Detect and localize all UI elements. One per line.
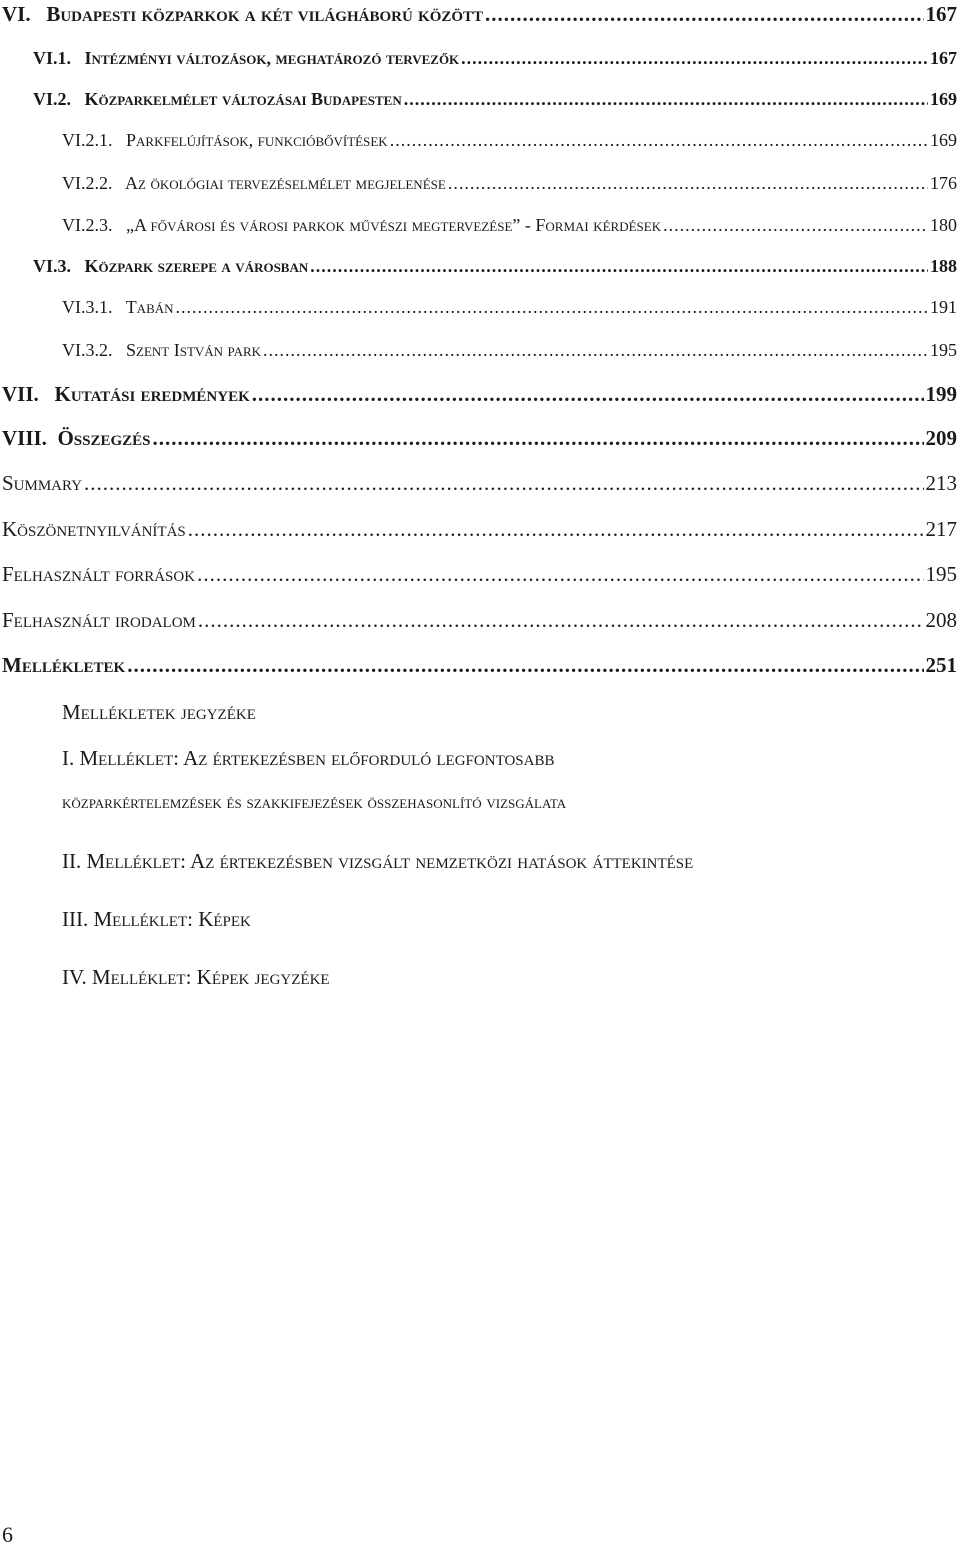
toc-leader-dots xyxy=(485,2,923,27)
toc-entry-title: Intézményi változások, meghatározó tervezők xyxy=(84,48,460,68)
toc-leader-dots xyxy=(663,215,928,236)
toc-leader-dots xyxy=(252,382,924,407)
toc-entry[interactable] xyxy=(33,256,957,277)
toc-entry[interactable] xyxy=(2,562,957,587)
toc-entry[interactable] xyxy=(62,215,957,236)
toc-entry-page: 167 xyxy=(925,2,957,26)
toc-entry-page: 180 xyxy=(930,215,957,235)
toc-entry-page: 195 xyxy=(925,562,957,586)
toc-entry-page: 169 xyxy=(930,89,957,109)
toc-entry[interactable] xyxy=(33,89,957,110)
appendix-entry-continuation: közparkértelemzések és szakkifejezések összehasonlító vizsgálata xyxy=(62,792,567,813)
toc-entry-title: Az ökológiai tervezéselmélet megjelenése xyxy=(125,173,446,193)
toc-entry-page: 213 xyxy=(925,471,957,495)
toc-entry-title: Köszönetnyilvánítás xyxy=(2,517,186,541)
toc-entry-title: Tabán xyxy=(125,297,174,317)
toc-entry-number: VI.2.2. xyxy=(62,173,113,193)
toc-leader-dots xyxy=(461,48,928,69)
appendix-entry: I. Melléklet: Az értekezésben előforduló legfontosabb xyxy=(62,746,555,770)
toc-leader-dots xyxy=(448,173,928,194)
appendix-list-heading: Mellékletek jegyzéke xyxy=(62,700,256,724)
toc-entry-title: Felhasznált irodalom xyxy=(2,608,196,632)
page-number: 6 xyxy=(2,1522,13,1547)
toc-entry-page: 199 xyxy=(925,382,957,406)
toc-entry-title: Felhasznált források xyxy=(2,562,196,586)
appendix-entry: II. Melléklet: Az értekezésben vizsgált nemzetközi hatások áttekintése xyxy=(62,849,694,873)
toc-leader-dots xyxy=(310,256,928,277)
toc-entry-number: VI.2. xyxy=(33,89,72,109)
toc-leader-dots xyxy=(404,89,928,110)
toc-entry-page: 191 xyxy=(930,297,957,317)
toc-entry-title: Budapesti közparkok a két világháború között xyxy=(46,2,484,26)
toc-entry-title: „A fővárosi és városi parkok művészi megtervezése” - Formai kérdések xyxy=(126,215,662,235)
toc-entry[interactable] xyxy=(2,517,957,542)
toc-entry-page: 176 xyxy=(930,173,957,193)
toc-entry[interactable] xyxy=(2,471,957,496)
toc-entry-number: VII. xyxy=(2,382,39,406)
appendix-entry: IV. Melléklet: Képek jegyzéke xyxy=(62,965,330,989)
toc-entry-number: VI. xyxy=(2,2,31,26)
toc-entry-title: Summary xyxy=(2,471,83,495)
toc-entry[interactable] xyxy=(2,2,957,27)
toc-entry-number: VI.2.3. xyxy=(62,215,113,235)
toc-entry-title: Szent István park xyxy=(126,340,262,360)
toc-leader-dots xyxy=(127,653,923,678)
toc-entry-title: Összegzés xyxy=(57,426,151,450)
toc-leader-dots xyxy=(198,608,924,633)
toc-leader-dots xyxy=(390,130,928,151)
toc-entry-page: 167 xyxy=(930,48,957,68)
appendix-entry: III. Melléklet: Képek xyxy=(62,907,251,931)
toc-entry-page: 169 xyxy=(930,130,957,150)
toc-entry[interactable] xyxy=(62,130,957,151)
toc-entry[interactable] xyxy=(62,340,957,361)
toc-entry[interactable] xyxy=(2,608,957,633)
toc-entry-page: 195 xyxy=(930,340,957,360)
toc-entry-title: Kutatási eredmények xyxy=(54,382,250,406)
toc-leader-dots xyxy=(84,471,923,496)
toc-entry[interactable] xyxy=(62,173,957,194)
toc-entry-number: VIII. xyxy=(2,426,47,450)
toc-entry-page: 209 xyxy=(925,426,957,450)
toc-entry-number: VI.3. xyxy=(33,256,72,276)
toc-entry[interactable] xyxy=(2,653,957,678)
toc-entry-page: 251 xyxy=(925,653,957,677)
toc-entry-number: VI.3.2. xyxy=(62,340,113,360)
toc-leader-dots xyxy=(153,426,924,451)
toc-entry-number: VI.2.1. xyxy=(62,130,113,150)
toc-leader-dots xyxy=(176,297,928,318)
toc-entry-number: VI.1. xyxy=(33,48,72,68)
toc-entry-title: Parkfelújítások, funkcióbővítések xyxy=(126,130,388,150)
toc-entry-title: Mellékletek xyxy=(2,653,126,677)
toc-entry-page: 188 xyxy=(930,256,957,276)
toc-entry-page: 208 xyxy=(925,608,957,632)
toc-leader-dots xyxy=(197,562,923,587)
toc-entry-page: 217 xyxy=(925,517,957,541)
toc-entry-title: Közpark szerepe a városban xyxy=(84,256,309,276)
toc-leader-dots xyxy=(188,517,924,542)
toc-entry-title: Közparkelmélet változásai Budapesten xyxy=(84,89,402,109)
toc-entry[interactable] xyxy=(2,426,957,451)
toc-entry[interactable] xyxy=(33,48,957,69)
toc-entry-number: VI.3.1. xyxy=(62,297,113,317)
toc-entry[interactable] xyxy=(2,382,957,407)
toc-leader-dots xyxy=(263,340,928,361)
toc-entry[interactable] xyxy=(62,297,957,318)
